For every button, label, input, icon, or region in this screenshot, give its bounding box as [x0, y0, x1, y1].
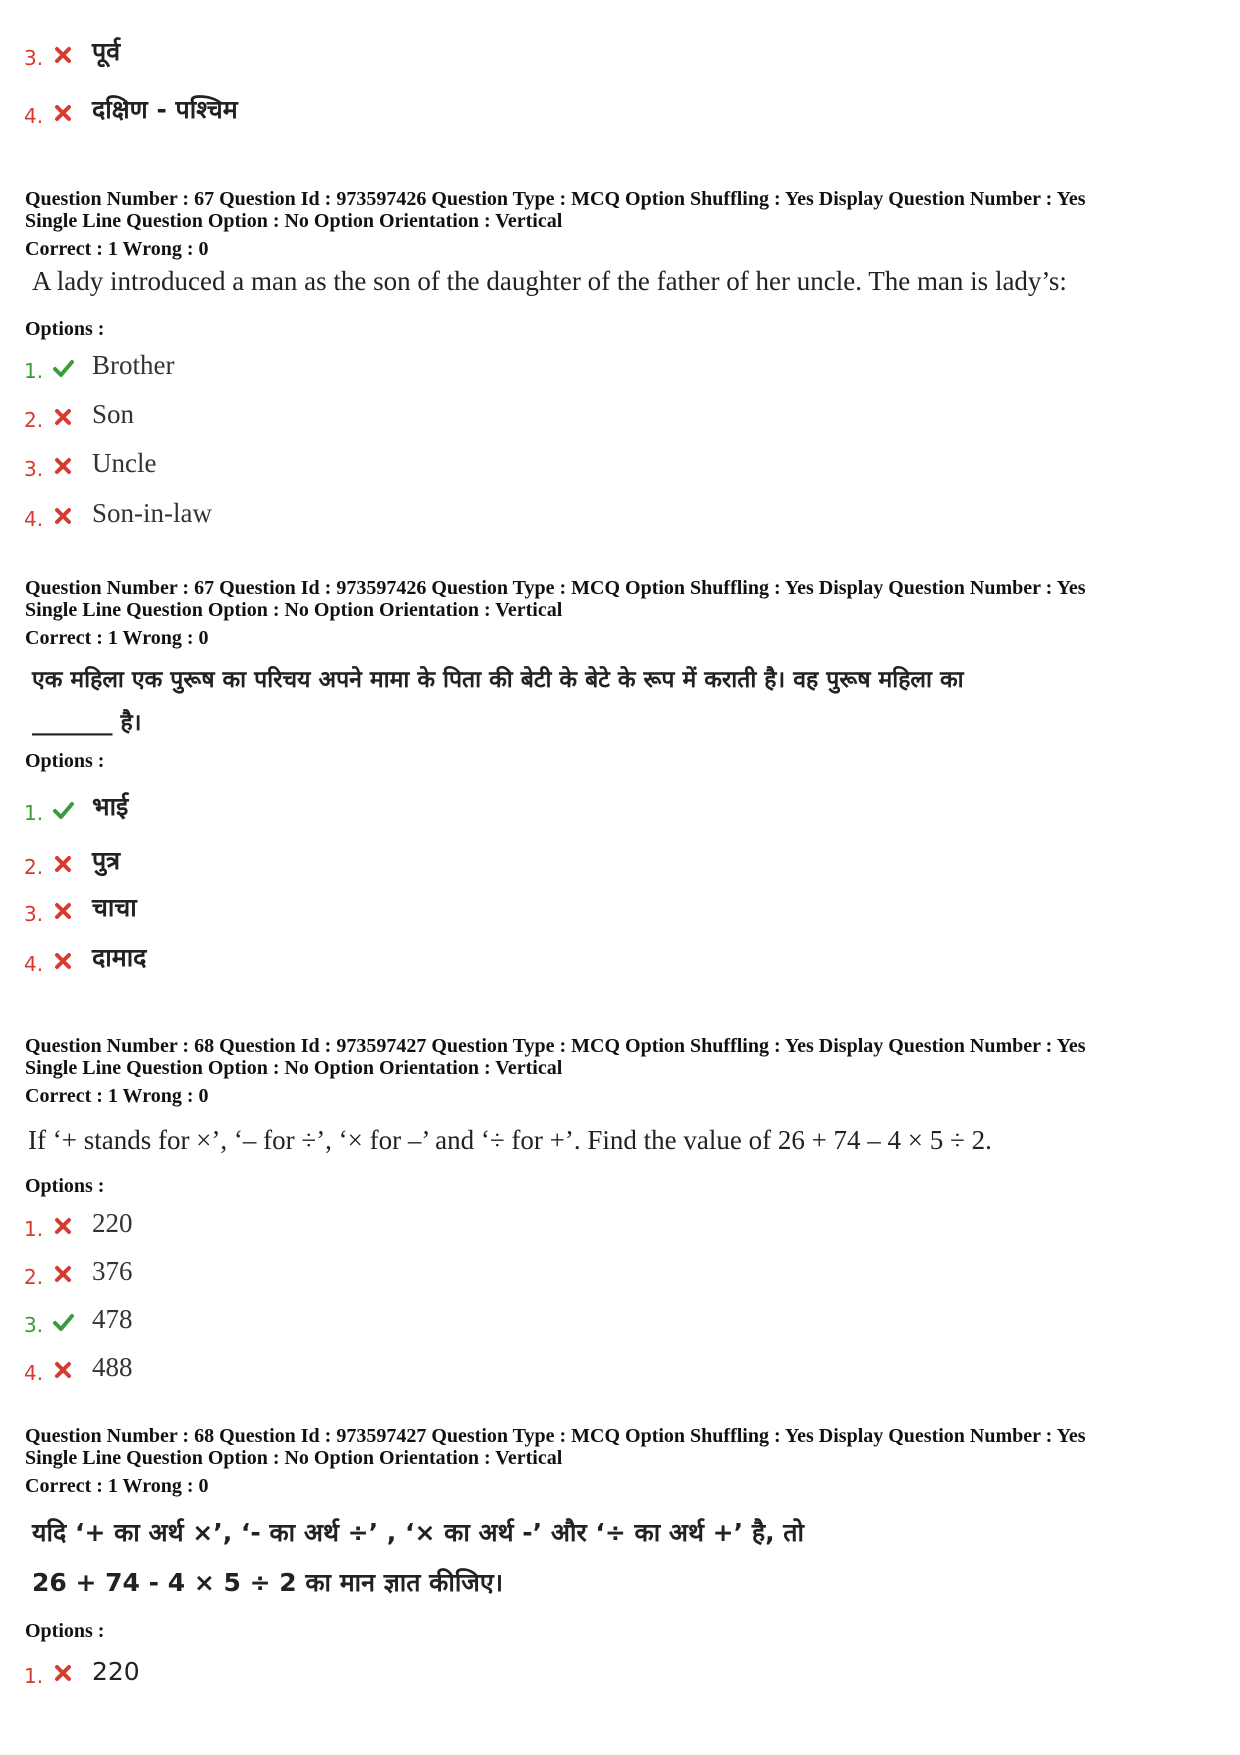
option-text: चाचा — [92, 893, 137, 922]
option-row — [24, 787, 624, 827]
option-row — [24, 1650, 624, 1690]
option-text: 376 — [92, 1256, 133, 1286]
option-row — [24, 32, 624, 72]
options-label: Options : — [25, 318, 105, 340]
option-text: 220 — [92, 1208, 133, 1238]
question-meta-line2: Single Line Question Option : No Option Orientation : Vertical — [25, 1447, 563, 1469]
option-text: दामाद — [92, 943, 147, 972]
options-label: Options : — [25, 1620, 105, 1642]
wrong-cross-icon — [52, 1662, 74, 1684]
wrong-cross-icon — [52, 1215, 74, 1237]
options-label: Options : — [25, 1175, 105, 1197]
option-text: 478 — [92, 1304, 133, 1334]
question-meta-line2: Single Line Question Option : No Option Orientation : Vertical — [25, 210, 563, 232]
option-row — [24, 1203, 624, 1243]
option-row — [24, 493, 624, 533]
option-number: 1. — [24, 359, 44, 383]
wrong-cross-icon — [52, 505, 74, 527]
option-text: दक्षिण - पश्चिम — [92, 95, 238, 124]
option-number: 4. — [24, 507, 44, 531]
option-number: 4. — [24, 1361, 44, 1385]
wrong-cross-icon — [52, 1359, 74, 1381]
question-marks: Correct : 1 Wrong : 0 — [25, 1475, 209, 1497]
options-label: Options : — [25, 750, 105, 772]
option-number: 1. — [24, 1664, 44, 1688]
option-row — [24, 345, 624, 385]
option-text: 220 — [92, 1657, 140, 1686]
question-marks: Correct : 1 Wrong : 0 — [25, 627, 209, 649]
option-number: 3. — [24, 457, 44, 481]
question-marks: Correct : 1 Wrong : 0 — [25, 1085, 209, 1107]
option-text: Son-in-law — [92, 498, 212, 528]
correct-check-icon — [52, 1311, 74, 1333]
question-marks: Correct : 1 Wrong : 0 — [25, 238, 209, 260]
option-number: 4. — [24, 104, 44, 128]
question-text: If ‘+ stands for ×’, ‘– for ÷’, ‘× for –’ and ‘÷ for +’. Find the value of 26 + 74 – 4 × 5 ÷ 2. — [28, 1125, 992, 1155]
option-number: 3. — [24, 902, 44, 926]
option-text: Son — [92, 399, 135, 429]
wrong-cross-icon — [52, 900, 74, 922]
option-number: 4. — [24, 952, 44, 976]
option-number: 1. — [24, 1217, 44, 1241]
wrong-cross-icon — [52, 853, 74, 875]
wrong-cross-icon — [52, 455, 74, 477]
option-number: 3. — [24, 1313, 44, 1337]
wrong-cross-icon — [52, 102, 74, 124]
option-text: भाई — [92, 792, 129, 821]
option-row — [24, 1251, 624, 1291]
option-row — [24, 841, 624, 881]
option-text: 488 — [92, 1352, 133, 1382]
option-row — [24, 938, 624, 978]
option-text: Uncle — [92, 448, 157, 478]
option-text: पुत्र — [92, 846, 121, 875]
correct-check-icon — [52, 357, 74, 379]
question-meta-line1: Question Number : 68 Question Id : 973597427 Question Type : MCQ Option Shuffling : Yes Display Question Number : Yes — [25, 1035, 1086, 1057]
question-meta-line1: Question Number : 68 Question Id : 973597427 Question Type : MCQ Option Shuffling : Yes Display Question Number : Yes — [25, 1425, 1086, 1447]
wrong-cross-icon — [52, 950, 74, 972]
question-text: A lady introduced a man as the son of the daughter of the father of her uncle. The man is lady’s: — [32, 266, 1067, 296]
question-text: _______ है। — [32, 710, 142, 736]
option-text: Brother — [92, 350, 175, 380]
wrong-cross-icon — [52, 44, 74, 66]
question-text: यदि ‘+ का अर्थ ×’, ‘- का अर्थ ÷’ , ‘× का अर्थ -’ और ‘÷ का अर्थ +’ है, तो — [32, 1518, 805, 1547]
question-meta-line1: Question Number : 67 Question Id : 973597426 Question Type : MCQ Option Shuffling : Yes Display Question Number : Yes — [25, 188, 1086, 210]
option-row — [24, 90, 624, 130]
wrong-cross-icon — [52, 406, 74, 428]
correct-check-icon — [52, 799, 74, 821]
option-row — [24, 1299, 624, 1339]
option-text: पूर्व — [92, 37, 121, 66]
option-number: 3. — [24, 46, 44, 70]
question-meta-line2: Single Line Question Option : No Option Orientation : Vertical — [25, 599, 563, 621]
question-meta-line2: Single Line Question Option : No Option Orientation : Vertical — [25, 1057, 563, 1079]
option-number: 2. — [24, 1265, 44, 1289]
wrong-cross-icon — [52, 1263, 74, 1285]
option-row — [24, 394, 624, 434]
question-meta-line1: Question Number : 67 Question Id : 973597426 Question Type : MCQ Option Shuffling : Yes Display Question Number : Yes — [25, 577, 1086, 599]
option-row — [24, 1347, 624, 1387]
question-text: 26 + 74 - 4 × 5 ÷ 2 का मान ज्ञात कीजिए। — [32, 1568, 504, 1597]
question-text: एक महिला एक पुरूष का परिचय अपने मामा के पिता की बेटी के बेटे के रूप में कराती है। वह पुरूष महिला का — [32, 667, 964, 693]
option-number: 1. — [24, 801, 44, 825]
option-row — [24, 443, 624, 483]
option-number: 2. — [24, 855, 44, 879]
option-number: 2. — [24, 408, 44, 432]
option-row — [24, 888, 624, 928]
